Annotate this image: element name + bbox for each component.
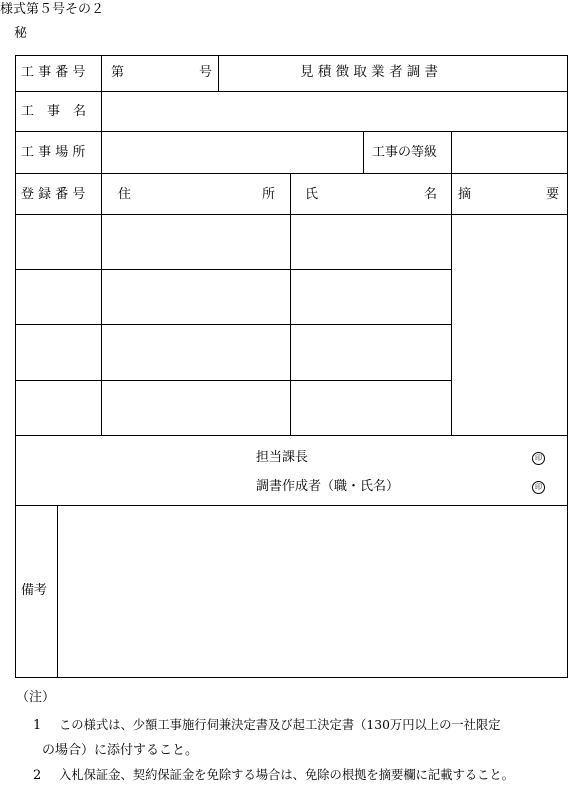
notes-heading: （注） bbox=[16, 690, 56, 705]
secret-mark: 秘 bbox=[14, 26, 28, 41]
koji-basho-label: 工 事 場 所 bbox=[21, 145, 86, 160]
koji-bango-label: 工 事 番 号 bbox=[21, 65, 86, 80]
seal-icon: 印 bbox=[532, 452, 545, 465]
shimei-header-end: 名 bbox=[424, 187, 438, 202]
tekiyo-header-end: 要 bbox=[546, 187, 560, 202]
note-2-text: 入札保証金、契約保証金を免除する場合は、免除の根拠を摘要欄に記載すること。 bbox=[59, 768, 514, 782]
shimei-header-start: 氏 bbox=[305, 187, 319, 202]
go-label: 号 bbox=[199, 65, 213, 80]
jusho-header-end: 所 bbox=[262, 187, 276, 202]
seal-icon: 印 bbox=[532, 481, 545, 494]
note-1-text-line1: この様式は、少額工事施行伺兼決定書及び起工決定書（130万円以上の一社限定 bbox=[59, 718, 501, 732]
koji-tokyu-label: 工事の等級 bbox=[372, 145, 438, 160]
chosho-sakuseisha-label: 調書作成者（職・氏名） bbox=[256, 479, 400, 494]
note-2-number: 2 bbox=[33, 768, 42, 783]
form-number-label: 様式第５号その２ bbox=[0, 2, 105, 17]
biko-label: 備考 bbox=[21, 583, 48, 598]
tanto-kacho-label: 担当課長 bbox=[256, 450, 309, 465]
note-1-text-line2: の場合）に添付すること。 bbox=[42, 743, 199, 758]
koji-mei-label: 工 事 名 bbox=[21, 104, 87, 119]
note-1-number: 1 bbox=[33, 718, 42, 733]
dai-label: 第 bbox=[111, 65, 125, 80]
jusho-header-start: 住 bbox=[118, 187, 132, 202]
tekiyo-header-start: 摘 bbox=[458, 187, 472, 202]
form-title: 見 積 徴 取 業 者 調 書 bbox=[300, 64, 439, 80]
toroku-bango-header: 登 録 番 号 bbox=[21, 187, 86, 202]
